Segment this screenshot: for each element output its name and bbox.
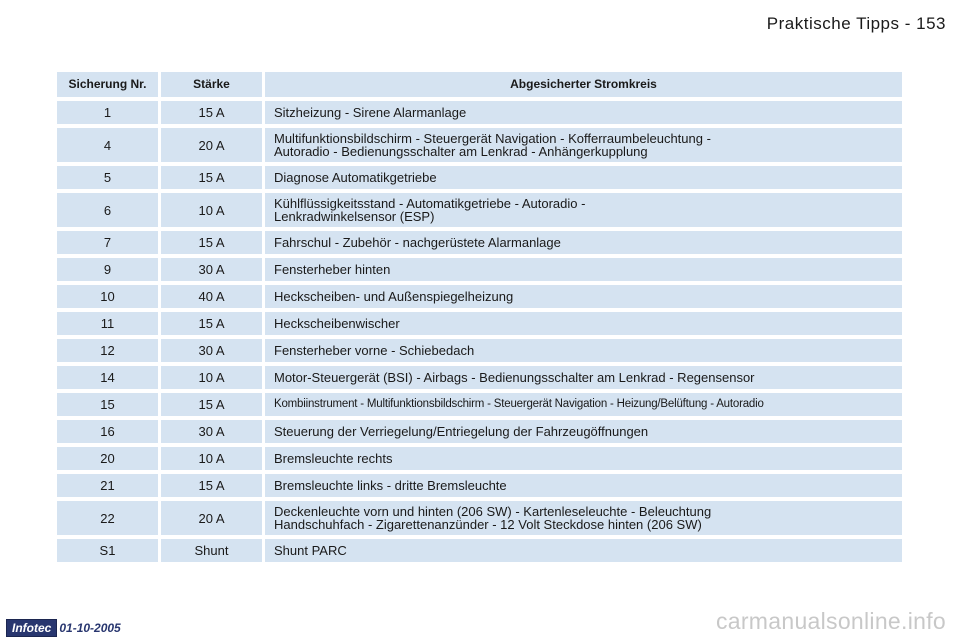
fuse-circuit — [262, 447, 902, 470]
fuse-number: 16 — [57, 420, 158, 443]
table-header-row — [57, 72, 902, 97]
circuit-line: Fahrschul - Zubehör - nachgerüstete Alarmanlage — [274, 235, 561, 250]
fuse-circuit — [262, 101, 902, 124]
print-date: 01-10-2005 — [59, 621, 121, 635]
table-row — [57, 366, 902, 389]
circuit-line: Bremsleuchte rechts — [274, 451, 393, 466]
fuse-number: 20 — [57, 447, 158, 470]
fuse-rating: 10 A — [158, 366, 262, 389]
circuit-line: Multifunktionsbildschirm - Steuergerät Navigation - Kofferraumbeleuchtung - — [274, 131, 711, 146]
fuse-rating: 20 A — [158, 128, 262, 162]
table-body — [57, 101, 902, 562]
fuse-circuit — [262, 474, 902, 497]
circuit-line: Fensterheber hinten — [274, 262, 391, 277]
column-header-circuit: Abgesicherter Stromkreis — [262, 72, 902, 97]
fuse-rating: 15 A — [158, 166, 262, 189]
circuit-line: Motor-Steuergerät (BSI) - Airbags - Bedienungsschalter am Lenkrad - Regensensor — [274, 370, 755, 385]
fuse-number: 11 — [57, 312, 158, 335]
fuse-number: 22 — [57, 501, 158, 535]
table-row — [57, 474, 902, 497]
fuse-rating: 10 A — [158, 193, 262, 227]
fuse-table — [57, 68, 902, 566]
fuse-number: 7 — [57, 231, 158, 254]
fuse-circuit — [262, 366, 902, 389]
circuit-line: Sitzheizung - Sirene Alarmanlage — [274, 105, 467, 120]
infotec-logo — [6, 619, 121, 637]
fuse-circuit — [262, 193, 902, 227]
fuse-rating: 15 A — [158, 101, 262, 124]
table-row — [57, 312, 902, 335]
fuse-circuit — [262, 258, 902, 281]
table-row — [57, 101, 902, 124]
fuse-circuit — [262, 501, 902, 535]
circuit-line: Kühlflüssigkeitsstand - Automatikgetriebe - Autoradio - — [274, 196, 586, 211]
fuse-number: S1 — [57, 539, 158, 562]
fuse-rating: 15 A — [158, 393, 262, 416]
fuse-number: 9 — [57, 258, 158, 281]
fuse-number: 12 — [57, 339, 158, 362]
table-row — [57, 193, 902, 227]
fuse-rating: 10 A — [158, 447, 262, 470]
fuse-rating: 30 A — [158, 420, 262, 443]
circuit-line: Heckscheiben- und Außenspiegelheizung — [274, 289, 514, 304]
fuse-rating: 15 A — [158, 312, 262, 335]
fuse-circuit — [262, 128, 902, 162]
circuit-line: Steuerung der Verriegelung/Entriegelung der Fahrzeugöffnungen — [274, 424, 649, 439]
column-header-nr: Sicherung Nr. — [57, 72, 158, 97]
table-row — [57, 447, 902, 470]
column-header-amp: Stärke — [158, 72, 262, 97]
fuse-number: 21 — [57, 474, 158, 497]
circuit-line: Heckscheibenwischer — [274, 316, 400, 331]
fuse-rating: 30 A — [158, 258, 262, 281]
circuit-line: Autoradio - Bedienungsschalter am Lenkrad - Anhängerkupplung — [274, 144, 648, 159]
table-row — [57, 231, 902, 254]
fuse-circuit — [262, 339, 902, 362]
circuit-line: Fensterheber vorne - Schiebedach — [274, 343, 475, 358]
fuse-circuit — [262, 420, 902, 443]
fuse-number: 6 — [57, 193, 158, 227]
table-row — [57, 166, 902, 189]
circuit-line: Bremsleuchte links - dritte Bremsleuchte — [274, 478, 507, 493]
table-row — [57, 285, 902, 308]
page-title: Praktische Tipps - 153 — [766, 14, 946, 33]
table-row — [57, 258, 902, 281]
fuse-circuit — [262, 285, 902, 308]
logo-text: Infotec — [6, 619, 57, 637]
circuit-line: Diagnose Automatikgetriebe — [274, 170, 437, 185]
fuse-rating: 15 A — [158, 231, 262, 254]
fuse-circuit — [262, 312, 902, 335]
circuit-line: Deckenleuchte vorn und hinten (206 SW) - Kartenleseleuchte - Beleuchtung — [274, 504, 712, 519]
circuit-line: Handschuhfach - Zigarettenanzünder - 12 Volt Steckdose hinten (206 SW) — [274, 517, 702, 532]
table-row — [57, 393, 902, 416]
fuse-rating: 20 A — [158, 501, 262, 535]
table-row — [57, 539, 902, 562]
fuse-rating: 30 A — [158, 339, 262, 362]
fuse-circuit — [262, 166, 902, 189]
table-row — [57, 128, 902, 162]
fuse-rating: Shunt — [158, 539, 262, 562]
watermark: carmanualsonline.info — [715, 608, 946, 634]
fuse-rating: 15 A — [158, 474, 262, 497]
circuit-line: Shunt PARC — [274, 543, 347, 558]
fuse-number: 4 — [57, 128, 158, 162]
fuse-circuit — [262, 231, 902, 254]
table-row — [57, 339, 902, 362]
fuse-number: 15 — [57, 393, 158, 416]
table-row — [57, 420, 902, 443]
fuse-rating: 40 A — [158, 285, 262, 308]
fuse-circuit — [262, 393, 902, 416]
fuse-number: 1 — [57, 101, 158, 124]
fuse-number: 14 — [57, 366, 158, 389]
fuse-number: 10 — [57, 285, 158, 308]
table-row — [57, 501, 902, 535]
fuse-circuit — [262, 539, 902, 562]
circuit-line: Lenkradwinkelsensor (ESP) — [274, 209, 435, 224]
fuse-number: 5 — [57, 166, 158, 189]
circuit-line: Kombiinstrument - Multifunktionsbildschirm - Steuergerät Navigation - Heizung/Belüftung - Autoradio — [274, 398, 764, 410]
